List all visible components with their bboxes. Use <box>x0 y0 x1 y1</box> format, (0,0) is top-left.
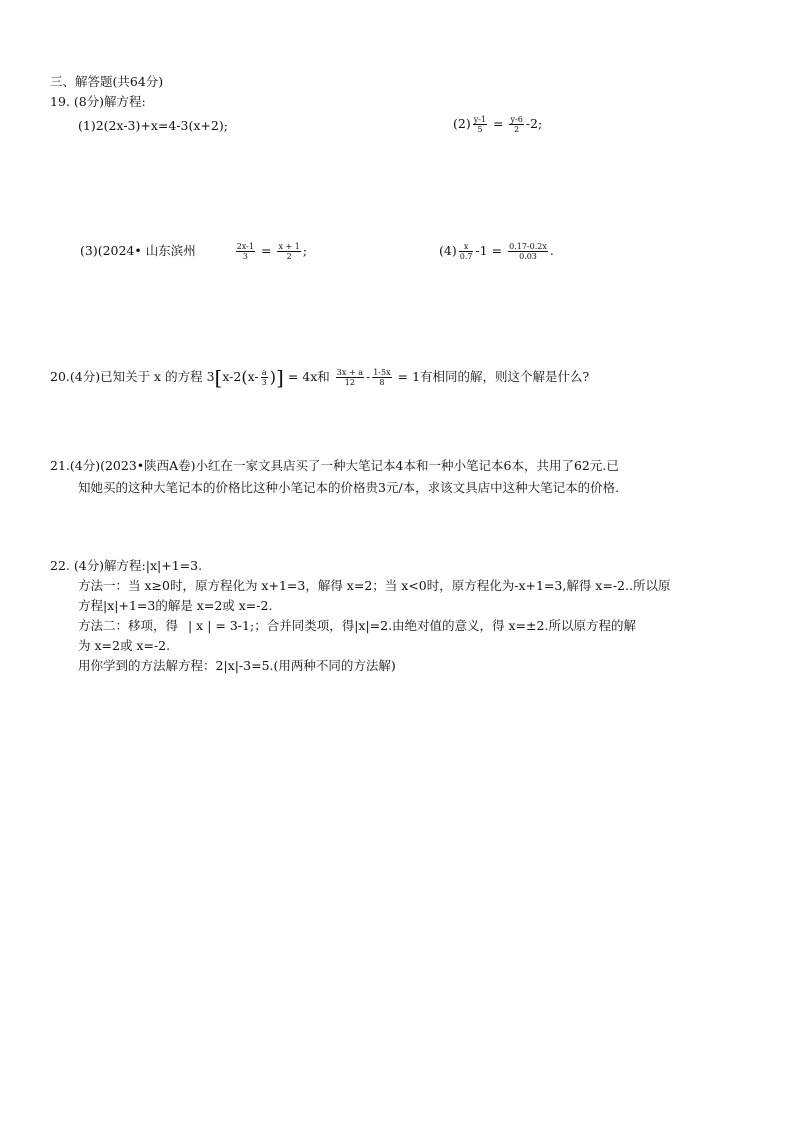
q22-line4 <box>78 618 636 634</box>
fraction <box>261 368 268 387</box>
numerator: 3x + a <box>336 368 363 377</box>
minus-one: -1 <box>475 243 488 258</box>
fraction <box>277 242 300 261</box>
equals-sign: = <box>260 243 272 258</box>
right-bracket: ] <box>276 365 284 390</box>
q19-part4-tail: . <box>549 243 554 258</box>
math-x-2: x-2 <box>222 369 242 384</box>
q20-line <box>50 365 590 390</box>
left-bracket: [ <box>214 365 223 390</box>
math-1: 1 <box>412 369 421 384</box>
numerator: a <box>261 368 267 377</box>
q22-line4-rest: ；合并同类项，得|x|=2.由绝对值的意义，得 x=±2.所以原方程的解 <box>254 618 636 633</box>
q20-suffix: 有相同的解，则这个解是什么? <box>420 369 590 384</box>
fraction <box>509 115 523 134</box>
numerator: y-1 <box>473 115 487 124</box>
q19-heading: 19. (8分)解方程: <box>50 94 146 109</box>
numerator: 2x-1 <box>236 242 254 251</box>
denominator: 2 <box>514 125 520 134</box>
q22-line1: 22. (4分)解方程:|x|+1=3. <box>50 558 203 573</box>
q19-part4-lead: (4) <box>439 243 457 258</box>
q21-line1: 21.(4分)(2023•陕西A卷)小红在一家文具店买了一种大笔记本4本和一种小笔记本6本，共用了62元.已 <box>50 458 619 473</box>
denominator: 3 <box>242 252 248 261</box>
equals-sign: = <box>493 116 504 131</box>
math-4x: 4x <box>302 369 318 384</box>
fraction <box>336 368 364 387</box>
denominator: 2 <box>286 252 292 261</box>
denominator: 5 <box>477 125 483 134</box>
q20-prefix: 20.(4分)已知关于 x 的方程 <box>50 369 203 384</box>
and-word: 和 <box>317 369 330 384</box>
fraction <box>372 368 391 387</box>
denominator: 12 <box>344 378 355 387</box>
numerator: x + 1 <box>278 242 300 251</box>
equals-sign: = <box>397 369 409 384</box>
denominator: 8 <box>379 378 385 387</box>
numerator: y-6 <box>510 115 523 124</box>
math-x-minus: x- <box>247 369 259 384</box>
q19-part3 <box>80 242 307 261</box>
q22-line6: 用你学到的方法解方程：2|x|-3=5.(用两种不同的方法解) <box>78 658 396 673</box>
q22-line3: 方程|x|+1=3的解是 x=2或 x=-2. <box>78 598 273 613</box>
q22-line2: 方法一：当 x≥0时，原方程化为 x+1=3，解得 x=2；当 x<0时，原方程化为-x+1=3,解得 x=-2..所以原 <box>78 578 671 593</box>
q22-line4-equation: | x | = 3-1; <box>188 618 255 633</box>
fraction <box>473 115 487 134</box>
minus-sign: - <box>365 369 371 384</box>
equals-sign: = <box>491 243 503 258</box>
denominator: 0.7 <box>459 252 473 261</box>
q19-part2-lead: (2) <box>453 116 471 131</box>
section-title: 三、解答题(共64分) <box>50 74 164 89</box>
q19-part1: (1)2(2x-3)+x=4-3(x+2); <box>78 118 228 133</box>
denominator: 3 <box>261 378 267 387</box>
fraction <box>508 242 548 261</box>
left-paren: ( <box>241 367 248 387</box>
q19-part3-tail: ; <box>302 243 308 258</box>
math-3: 3 <box>206 369 215 384</box>
q19-part2-tail: -2; <box>525 116 543 131</box>
numerator: 0.17-0.2x <box>509 242 547 251</box>
q19-part2 <box>453 115 542 134</box>
q19-part3-lead: (3)(2024• 山东滨州 <box>80 243 196 258</box>
fraction <box>236 242 255 261</box>
equals-sign: = <box>287 369 299 384</box>
q19-part4 <box>439 242 554 261</box>
denominator: 0.03 <box>519 252 537 261</box>
numerator: x <box>459 242 474 252</box>
q22-line5: 为 x=2或 x=-2. <box>78 638 171 653</box>
right-paren: ) <box>269 367 277 387</box>
fraction <box>459 242 474 261</box>
q21-line2: 知她买的这种大笔记本的价格比这种小笔记本的价格贵3元/本，求该文具店中这种大笔记本的价格. <box>78 480 620 495</box>
numerator: 1-5x <box>373 368 391 377</box>
q22-line4-start: 方法二：移项，得 <box>78 618 179 633</box>
